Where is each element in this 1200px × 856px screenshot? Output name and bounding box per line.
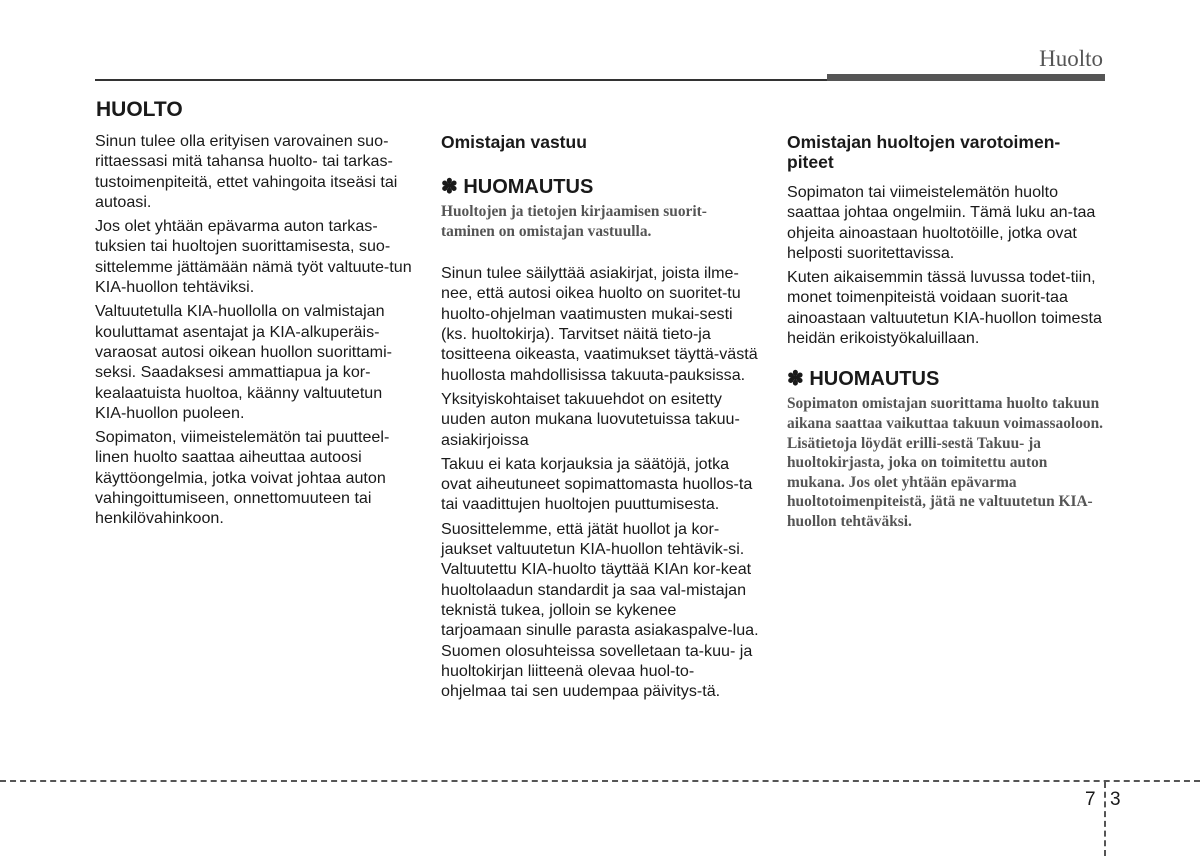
paragraph: Jos olet yhtään epävarma auton tarkas-tuksien tai huoltojen suorittamisesta, suo-sittelemme jättämään nämä työt valtuute-tun KIA-huollon tehtäviksi. [95,217,412,297]
paragraph: Sinun tulee olla erityisen varovainen suo-rittaessasi mitä tahansa huolto- tai tarkas-tustoimenpiteitä, ettet vahingoita itseäsi tai autoasi. [95,132,398,211]
header-rule-thin [95,79,827,81]
column-2 [441,131,759,705]
running-header-title: Huolto [1039,46,1103,71]
note-body: Sopimaton omistajan suorittama huolto takuun aikana saattaa vaikuttaa takuun voimassaoloon. Lisätietoja löydät erilli-sestä Takuu- ja huoltokirjasta, joka on toimitettu auton mukana. Jos olet yhtään epävarma huoltotoimenpiteistä, jätä ne valtuutetun KIA-huollon tehtäväksi. [787,395,1104,530]
column-3 [787,131,1106,536]
note-heading: ✽ HUOMAUTUS [787,368,940,391]
chapter-number: 7 [1085,789,1096,810]
note-heading: ✽ HUOMAUTUS [441,176,594,198]
note-body: Huoltojen ja tietojen kirjaamisen suorit-taminen on omistajan vastuulla. [441,203,707,240]
paragraph: Sopimaton tai viimeistelemätön huolto saattaa johtaa ongelmiin. Tämä luku an-taa ohjeita ainoastaan huoltotöille, jotka ovat helposti suoritettavissa. [787,183,1096,262]
footer-dashed-rule [0,780,1200,782]
paragraph: Yksityiskohtaiset takuuehdot on esitetty uuden auton mukana luovutetuissa takuu-asiakirjoissa [441,389,740,449]
footer-page-divider [1104,782,1106,856]
section-title: HUOLTO [96,98,183,121]
paragraph: Takuu ei kata korjauksia ja säätöjä, jotka ovat aiheutuneet sopimattomasta huollos-ta tai vaadittujen huoltojen puuttumisesta. [441,454,753,514]
paragraph: Sinun tulee säilyttää asiakirjat, joista ilme-nee, että autosi oikea huolto on suoritet-tu huolto-ohjelman vaatimusten mukai-sesti (ks. huoltokirja). Tarvitset näitä tieto-ja tositteena oikeasta, vaatimukset täyttä-västä huollosta mahdollisissa takuuta-pauksissa. [441,264,758,384]
column-1 [95,131,414,533]
owner-responsibility-heading: Omistajan vastuu [441,132,587,152]
page-number: 3 [1110,789,1121,810]
paragraph: Kuten aikaisemmin tässä luvussa todet-tiin, monet toimenpiteistä voidaan suorit-taa ainoastaan valtuutetun KIA-huollon toimesta heidän erikoistyökaluillaan. [787,268,1102,348]
owner-precautions-heading: Omistajan huoltojen varotoimen-piteet [787,132,1061,172]
paragraph: Suosittelemme, että jätät huollot ja kor-jaukset valtuutetun KIA-huollon tehtävik-si. Valtuutettu KIA-huolto täyttää KIAn kor-keat huoltolaadun standardit ja saa val-mistajan teknistä tukea, jolloin se kykenee tarjoamaan sinulle parasta asiakaspalve-lua. Suomen olosuhteissa sovelletaan ta-kuu- ja huoltokirjan liitteenä olevaa huol-to-ohjelmaa tai sen uudempaa päivitys-tä. [441,519,759,701]
header-rule-thick [827,74,1105,81]
paragraph: Valtuutetulla KIA-huollolla on valmistajan kouluttamat asentajat ja KIA-alkuperäis-varaosat autosi oikean huollon suorittami-seksi. Saadaksesi ammattiapua ja kor-kealaatuista huoltoa, käänny valtuutetun KIA-huollon puoleen. [95,302,393,422]
paragraph: Sopimaton, viimeistelemätön tai puutteel-linen huolto saattaa aiheuttaa autoosi käyttöongelmia, jotka voivat johtaa auton vahingoittumiseen, onnettomuuteen tai henkilövahinkoon. [95,428,390,528]
